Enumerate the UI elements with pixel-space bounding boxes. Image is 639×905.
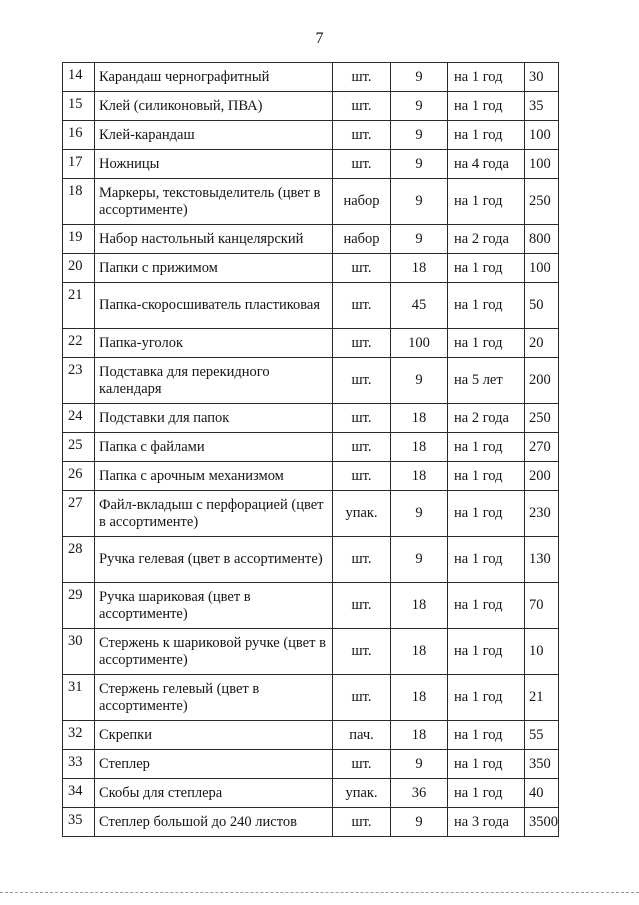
item-quantity: 9 xyxy=(391,808,448,837)
table-row xyxy=(63,225,559,254)
item-period: на 1 год xyxy=(448,179,525,225)
item-price: 30 xyxy=(525,63,559,92)
item-quantity: 9 xyxy=(391,179,448,225)
item-price: 100 xyxy=(525,254,559,283)
item-quantity: 36 xyxy=(391,779,448,808)
item-unit: шт. xyxy=(333,63,391,92)
row-number: 25 xyxy=(63,433,95,462)
row-number: 20 xyxy=(63,254,95,283)
item-quantity: 18 xyxy=(391,629,448,675)
item-name: Ручка шариковая (цвет в ассортименте) xyxy=(95,583,333,629)
item-period: на 1 год xyxy=(448,750,525,779)
item-name: Стержень гелевый (цвет в ассортименте) xyxy=(95,675,333,721)
item-period: на 1 год xyxy=(448,721,525,750)
item-price: 50 xyxy=(525,283,559,329)
item-quantity: 9 xyxy=(391,537,448,583)
item-unit: шт. xyxy=(333,283,391,329)
row-number: 27 xyxy=(63,491,95,537)
item-price: 35 xyxy=(525,92,559,121)
item-name: Ручка гелевая (цвет в ассортименте) xyxy=(95,537,333,583)
row-number: 31 xyxy=(63,675,95,721)
item-name: Папка с арочным механизмом xyxy=(95,462,333,491)
item-price: 21 xyxy=(525,675,559,721)
item-unit: шт. xyxy=(333,404,391,433)
item-price: 55 xyxy=(525,721,559,750)
item-period: на 1 год xyxy=(448,462,525,491)
item-quantity: 18 xyxy=(391,254,448,283)
item-quantity: 9 xyxy=(391,225,448,254)
table-row xyxy=(63,583,559,629)
table-row xyxy=(63,675,559,721)
item-period: на 2 года xyxy=(448,404,525,433)
item-quantity: 9 xyxy=(391,63,448,92)
item-unit: пач. xyxy=(333,721,391,750)
item-unit: шт. xyxy=(333,629,391,675)
row-number: 34 xyxy=(63,779,95,808)
table-row xyxy=(63,121,559,150)
item-period: на 1 год xyxy=(448,283,525,329)
item-unit: шт. xyxy=(333,92,391,121)
row-number: 19 xyxy=(63,225,95,254)
table-row xyxy=(63,179,559,225)
row-number: 26 xyxy=(63,462,95,491)
table-row xyxy=(63,537,559,583)
item-name: Степлер xyxy=(95,750,333,779)
item-unit: шт. xyxy=(333,358,391,404)
page-number: 7 xyxy=(315,30,324,47)
row-number: 29 xyxy=(63,583,95,629)
item-unit: упак. xyxy=(333,779,391,808)
item-name: Скобы для степлера xyxy=(95,779,333,808)
row-number: 35 xyxy=(63,808,95,837)
item-unit: шт. xyxy=(333,750,391,779)
item-price: 250 xyxy=(525,179,559,225)
item-unit: шт. xyxy=(333,583,391,629)
item-name: Файл-вкладыш с перфорацией (цвет в ассортименте) xyxy=(95,491,333,537)
item-quantity: 9 xyxy=(391,491,448,537)
item-quantity: 100 xyxy=(391,329,448,358)
item-quantity: 18 xyxy=(391,583,448,629)
table-row xyxy=(63,92,559,121)
item-period: на 1 год xyxy=(448,675,525,721)
item-price: 200 xyxy=(525,358,559,404)
table-row xyxy=(63,150,559,179)
item-price: 3500 xyxy=(525,808,559,837)
row-number: 21 xyxy=(63,283,95,329)
item-period: на 1 год xyxy=(448,629,525,675)
row-number: 24 xyxy=(63,404,95,433)
table-row xyxy=(63,629,559,675)
item-price: 130 xyxy=(525,537,559,583)
item-period: на 5 лет xyxy=(448,358,525,404)
row-number: 22 xyxy=(63,329,95,358)
item-quantity: 18 xyxy=(391,721,448,750)
item-unit: шт. xyxy=(333,433,391,462)
item-period: на 1 год xyxy=(448,121,525,150)
item-quantity: 18 xyxy=(391,433,448,462)
table-row xyxy=(63,779,559,808)
item-name: Подставка для перекидного календаря xyxy=(95,358,333,404)
item-unit: шт. xyxy=(333,537,391,583)
item-unit: набор xyxy=(333,225,391,254)
item-unit: шт. xyxy=(333,675,391,721)
item-period: на 1 год xyxy=(448,537,525,583)
item-period: на 1 год xyxy=(448,583,525,629)
item-name: Маркеры, текстовыделитель (цвет в ассортименте) xyxy=(95,179,333,225)
item-quantity: 9 xyxy=(391,358,448,404)
item-period: на 1 год xyxy=(448,92,525,121)
row-number: 32 xyxy=(63,721,95,750)
item-period: на 1 год xyxy=(448,491,525,537)
item-name: Подставки для папок xyxy=(95,404,333,433)
row-number: 30 xyxy=(63,629,95,675)
item-name: Набор настольный канцелярский xyxy=(95,225,333,254)
item-price: 230 xyxy=(525,491,559,537)
item-period: на 2 года xyxy=(448,225,525,254)
table-row xyxy=(63,491,559,537)
item-unit: шт. xyxy=(333,462,391,491)
item-period: на 1 год xyxy=(448,779,525,808)
item-quantity: 18 xyxy=(391,462,448,491)
item-period: на 1 год xyxy=(448,63,525,92)
item-price: 40 xyxy=(525,779,559,808)
table-row xyxy=(63,404,559,433)
item-quantity: 9 xyxy=(391,121,448,150)
item-name: Папка-скоросшиватель пластиковая xyxy=(95,283,333,329)
item-name: Клей (силиконовый, ПВА) xyxy=(95,92,333,121)
item-unit: шт. xyxy=(333,808,391,837)
table-row xyxy=(63,750,559,779)
table-row xyxy=(63,358,559,404)
item-price: 270 xyxy=(525,433,559,462)
page-bottom-divider xyxy=(0,892,639,893)
item-quantity: 18 xyxy=(391,675,448,721)
table-row xyxy=(63,254,559,283)
item-quantity: 18 xyxy=(391,404,448,433)
item-price: 200 xyxy=(525,462,559,491)
item-quantity: 9 xyxy=(391,150,448,179)
item-name: Скрепки xyxy=(95,721,333,750)
item-price: 20 xyxy=(525,329,559,358)
table-row xyxy=(63,808,559,837)
item-unit: шт. xyxy=(333,150,391,179)
table-row xyxy=(63,329,559,358)
item-name: Папка-уголок xyxy=(95,329,333,358)
item-unit: упак. xyxy=(333,491,391,537)
item-name: Папка с файлами xyxy=(95,433,333,462)
item-price: 10 xyxy=(525,629,559,675)
row-number: 17 xyxy=(63,150,95,179)
item-name: Ножницы xyxy=(95,150,333,179)
item-unit: шт. xyxy=(333,121,391,150)
table-row xyxy=(63,433,559,462)
item-price: 800 xyxy=(525,225,559,254)
table-row xyxy=(63,283,559,329)
row-number: 28 xyxy=(63,537,95,583)
item-price: 250 xyxy=(525,404,559,433)
item-period: на 3 года xyxy=(448,808,525,837)
item-quantity: 9 xyxy=(391,92,448,121)
item-price: 70 xyxy=(525,583,559,629)
table-row xyxy=(63,63,559,92)
supplies-table xyxy=(62,62,559,837)
item-quantity: 45 xyxy=(391,283,448,329)
item-period: на 4 года xyxy=(448,150,525,179)
item-name: Клей-карандаш xyxy=(95,121,333,150)
item-period: на 1 год xyxy=(448,433,525,462)
item-name: Карандаш чернографитный xyxy=(95,63,333,92)
item-quantity: 9 xyxy=(391,750,448,779)
row-number: 18 xyxy=(63,179,95,225)
item-price: 100 xyxy=(525,150,559,179)
item-name: Папки с прижимом xyxy=(95,254,333,283)
table-row xyxy=(63,462,559,491)
item-period: на 1 год xyxy=(448,329,525,358)
item-unit: набор xyxy=(333,179,391,225)
item-unit: шт. xyxy=(333,254,391,283)
item-name: Степлер большой до 240 листов xyxy=(95,808,333,837)
row-number: 15 xyxy=(63,92,95,121)
item-price: 100 xyxy=(525,121,559,150)
row-number: 16 xyxy=(63,121,95,150)
row-number: 23 xyxy=(63,358,95,404)
table-row xyxy=(63,721,559,750)
item-price: 350 xyxy=(525,750,559,779)
row-number: 33 xyxy=(63,750,95,779)
item-period: на 1 год xyxy=(448,254,525,283)
row-number: 14 xyxy=(63,63,95,92)
item-name: Стержень к шариковой ручке (цвет в ассортименте) xyxy=(95,629,333,675)
item-unit: шт. xyxy=(333,329,391,358)
